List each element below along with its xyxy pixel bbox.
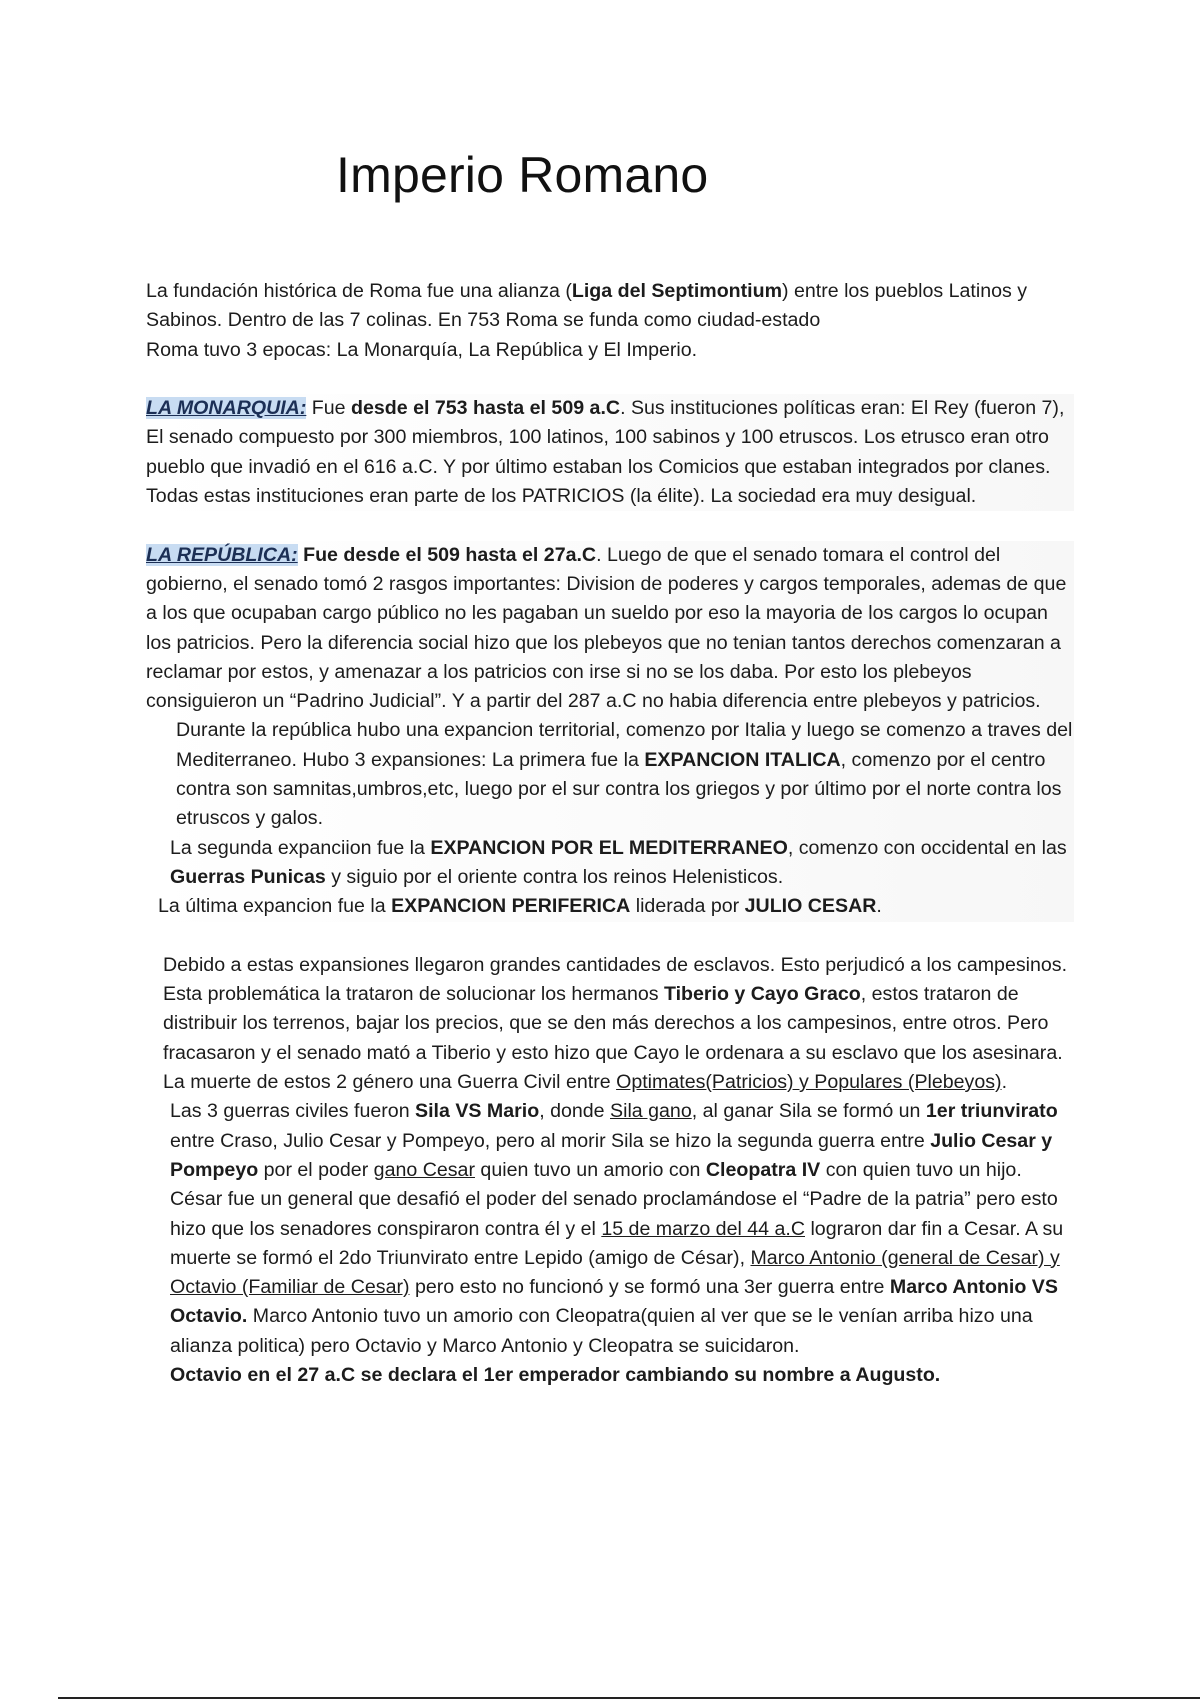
section-label-monarquia: LA MONARQUIA: <box>146 397 307 420</box>
page-title: Imperio Romano <box>336 147 709 203</box>
monarquia-paragraph: LA MONARQUIA: Fue desde el 753 hasta el 509 a.C. Sus instituciones políticas eran: El Rey (fueron 7), El senado compuesto por 300 miembros, 100 latinos, 100 sabinos y 100 etruscos. Los etrusco eran otro pueblo que invadió en el 616 a.C. Y por último estaban los Comicios que estaban integrados por clanes. Todas estas instituciones eran parte de los PATRICIOS (la élite). La sociedad era muy desigual. <box>146 394 1074 511</box>
expansion-mediterraneo-paragraph: La segunda expanciion fue la EXPANCION POR EL MEDITERRANEO, comenzo con occidental en las Guerras Punicas y siguio por el oriente contra los reinos Helenisticos. <box>170 836 1067 888</box>
document-body <box>146 277 1074 1390</box>
paragraph-gap <box>146 365 1074 394</box>
paragraph-gap <box>146 922 1074 951</box>
graco-paragraph: Debido a estas expansiones llegaron grandes cantidades de esclavos. Esto perjudicó a los campesinos. Esta problemática la trataron de solucionar los hermanos Tiberio y Cayo Graco, estos trataron de distribuir los terrenos, bajar los precios, que se den más derechos a los campesinos, entre otros. Pero fracasaron y el senado mató a Tiberio y esto hizo que Cayo le ordenara a su esclavo que los asesinara. La muerte de estos 2 género una Guerra Civil entre Optimates(Patricios) y Populares (Plebeyos). <box>163 953 1068 1094</box>
guerras-civiles-paragraph: Las 3 guerras civiles fueron Sila VS Mario, donde Sila gano, al ganar Sila se formó un 1er triunvirato entre Craso, Julio Cesar y Pompeyo, pero al morir Sila se hizo la segunda guerra entre Julio Cesar y Pompeyo por el poder gano Cesar quien tuvo un amorio con Cleopatra IV con quien tuvo un hijo. César fue un general que desafió el poder del senado proclamándose el “Padre de la patria” pero esto hizo que los senadores conspiraron contra él y el 15 de marzo del 44 a.C lograron dar fin a Cesar. A su muerte se formó el 2do Triunvirato entre Lepido (amigo de César), Marco Antonio (general de Cesar) y Octavio (Familiar de Cesar) pero esto no funcionó y se formó una 3er guerra entre Marco Antonio VS Octavio. Marco Antonio tuvo un amorio con Cleopatra(quien al ver que se le venían arriba hizo una alianza politica) pero Octavio y Marco Antonio y Cleopatra se suicidaron. Octavio en el 27 a.C se declara el 1er emperador cambiando su nombre a Augusto. <box>170 1100 1064 1386</box>
expansion-paragraph: Durante la república hubo una expancion territorial, comenzo por Italia y luego se comenzo a traves del Mediterraneo. Hubo 3 expansiones: La primera fue la EXPANCION ITALICA, comenzo por el centro contra son samnitas,umbros,etc, luego por el sur contra los griegos y por último por el norte contra los etruscos y galos. <box>176 719 1073 830</box>
intro-paragraph: La fundación histórica de Roma fue una alianza (Liga del Septimontium) entre los pueblos Latinos y Sabinos. Dentro de las 7 colinas. En 753 Roma se funda como ciudad-estado Roma tuvo 3 epocas: La Monarquía, La República y El Imperio. <box>146 280 1028 361</box>
paragraph-gap <box>146 511 1074 540</box>
republica-section <box>146 541 1074 922</box>
republica-paragraph: LA REPÚBLICA: Fue desde el 509 hasta el 27a.C. Luego de que el senado tomara el control del gobierno, el senado tomó 2 rasgos importantes: Division de poderes y cargos temporales, ademas de que a los que ocupaban cargo público no les pagaban un sueldo por eso la mayoria de los cargos lo ocupan los patricios. Pero la diferencia social hizo que los plebeyos que no tenian tantos derechos comenzaran a reclamar por estos, y amenazar a los patricios con irse si no se los daba. Por esto los plebeyos consiguieron un “Padrino Judicial”. Y a partir del 287 a.C no habia diferencia entre plebeyos y patricios. <box>146 543 1067 713</box>
page-bottom-rule <box>58 1697 1200 1699</box>
expansion-periferica-paragraph: La última expancion fue la EXPANCION PERIFERICA liderada por JULIO CESAR. <box>158 895 882 918</box>
section-label-republica: LA REPÚBLICA: <box>146 543 298 566</box>
